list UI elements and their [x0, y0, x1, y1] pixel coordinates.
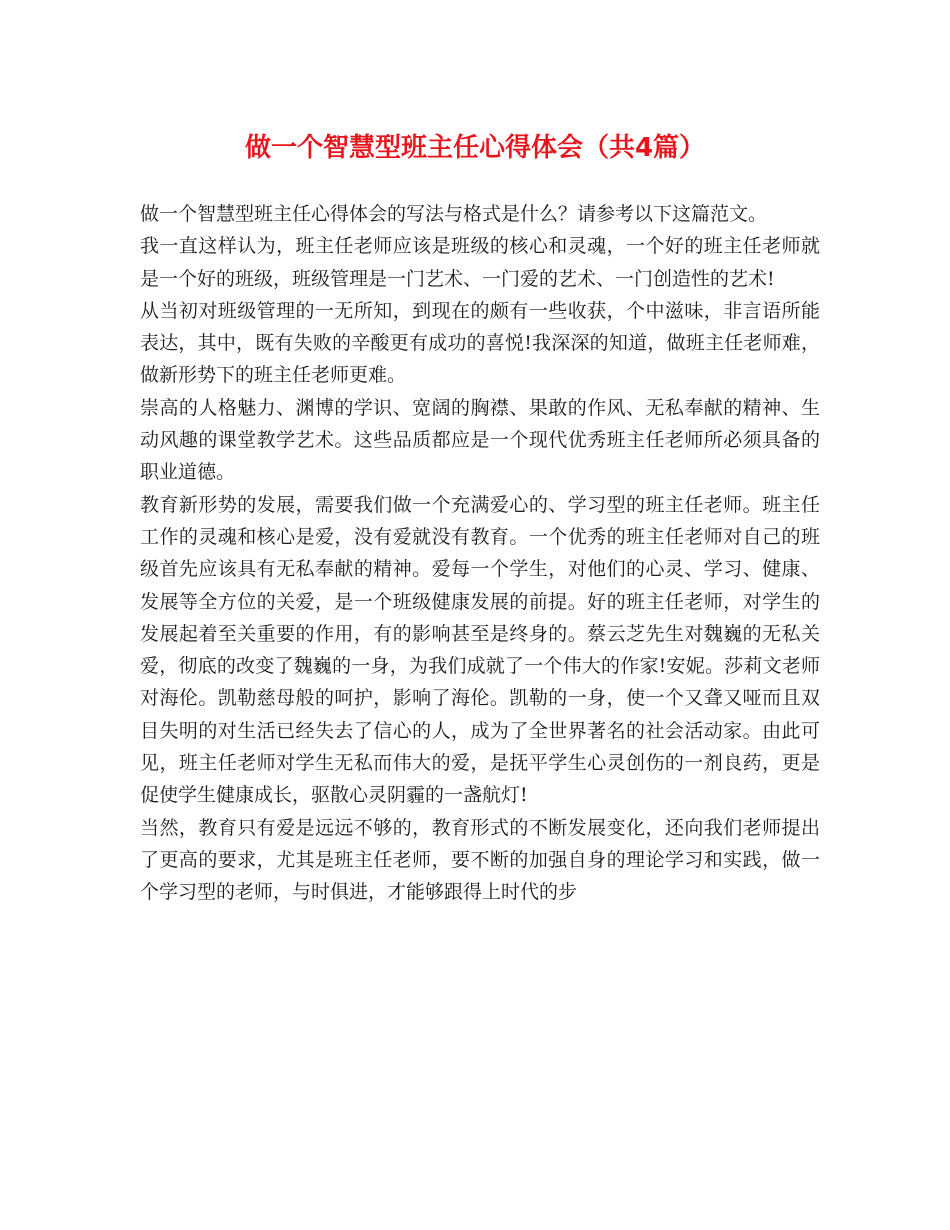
paragraph-core-soul: 我一直这样认为，班主任老师应该是班级的核心和灵魂，一个好的班主任老师就是一个好的班级，班级管理是一门艺术、一门爱的艺术、一门创造性的艺术!: [140, 235, 820, 290]
paragraph-qualities: 崇高的人格魅力、渊博的学识、宽阔的胸襟、果敢的作风、无私奉献的精神、生动风趣的课堂教学艺术。这些品质都应是一个现代优秀班主任老师所必须具备的职业道德。: [140, 396, 820, 484]
paragraph-love: 教育新形势的发展，需要我们做一个充满爱心的、学习型的班主任老师。班主任工作的灵魂和核心是爱，没有爱就没有教育。一个优秀的班主任老师对自己的班级首先应该具有无私奉献的精神。爱每一个学生，对他们的心灵、学习、健康、发展等全方位的关爱，是一个班级健康发展的前提。好的班主任老师，对学生的发展起着至关重要的作用，有的影响甚至是终身的。蔡云芝先生对魏巍的无私关爱，彻底的改变了魏巍的一身，为我们成就了一个伟大的作家!安妮。莎莉文老师对海伦。凯勒慈母般的呵护，影响了海伦。凯勒的一身，使一个又聋又哑而且双目失明的对生活已经失去了信心的人，成为了全世界著名的社会活动家。由此可见，班主任老师对学生无私而伟大的爱，是抚平学生心灵创伤的一剂良药，更是促使学生健康成长，驱散心灵阴霾的一盏航灯!: [140, 493, 820, 807]
paragraph-learning: 当然，教育只有爱是远远不够的，教育形式的不断发展变化，还向我们老师提出了更高的要求，尤其是班主任老师，要不断的加强自身的理论学习和实践，做一个学习型的老师，与时俱进，才能够跟得上时代的步: [140, 816, 820, 904]
document-body: [140, 198, 820, 909]
paragraph-experience: 从当初对班级管理的一无所知，到现在的颇有一些收获，个中滋味，非言语所能表达，其中，既有失败的辛酸更有成功的喜悦!我深深的知道，做班主任老师难，做新形势下的班主任老师更难。: [140, 299, 820, 387]
paragraph-intro: 做一个智慧型班主任心得体会的写法与格式是什么？请参考以下这篇范文。: [140, 203, 768, 225]
document-title: 做一个智慧型班主任心得体会（共4篇）: [244, 133, 706, 163]
